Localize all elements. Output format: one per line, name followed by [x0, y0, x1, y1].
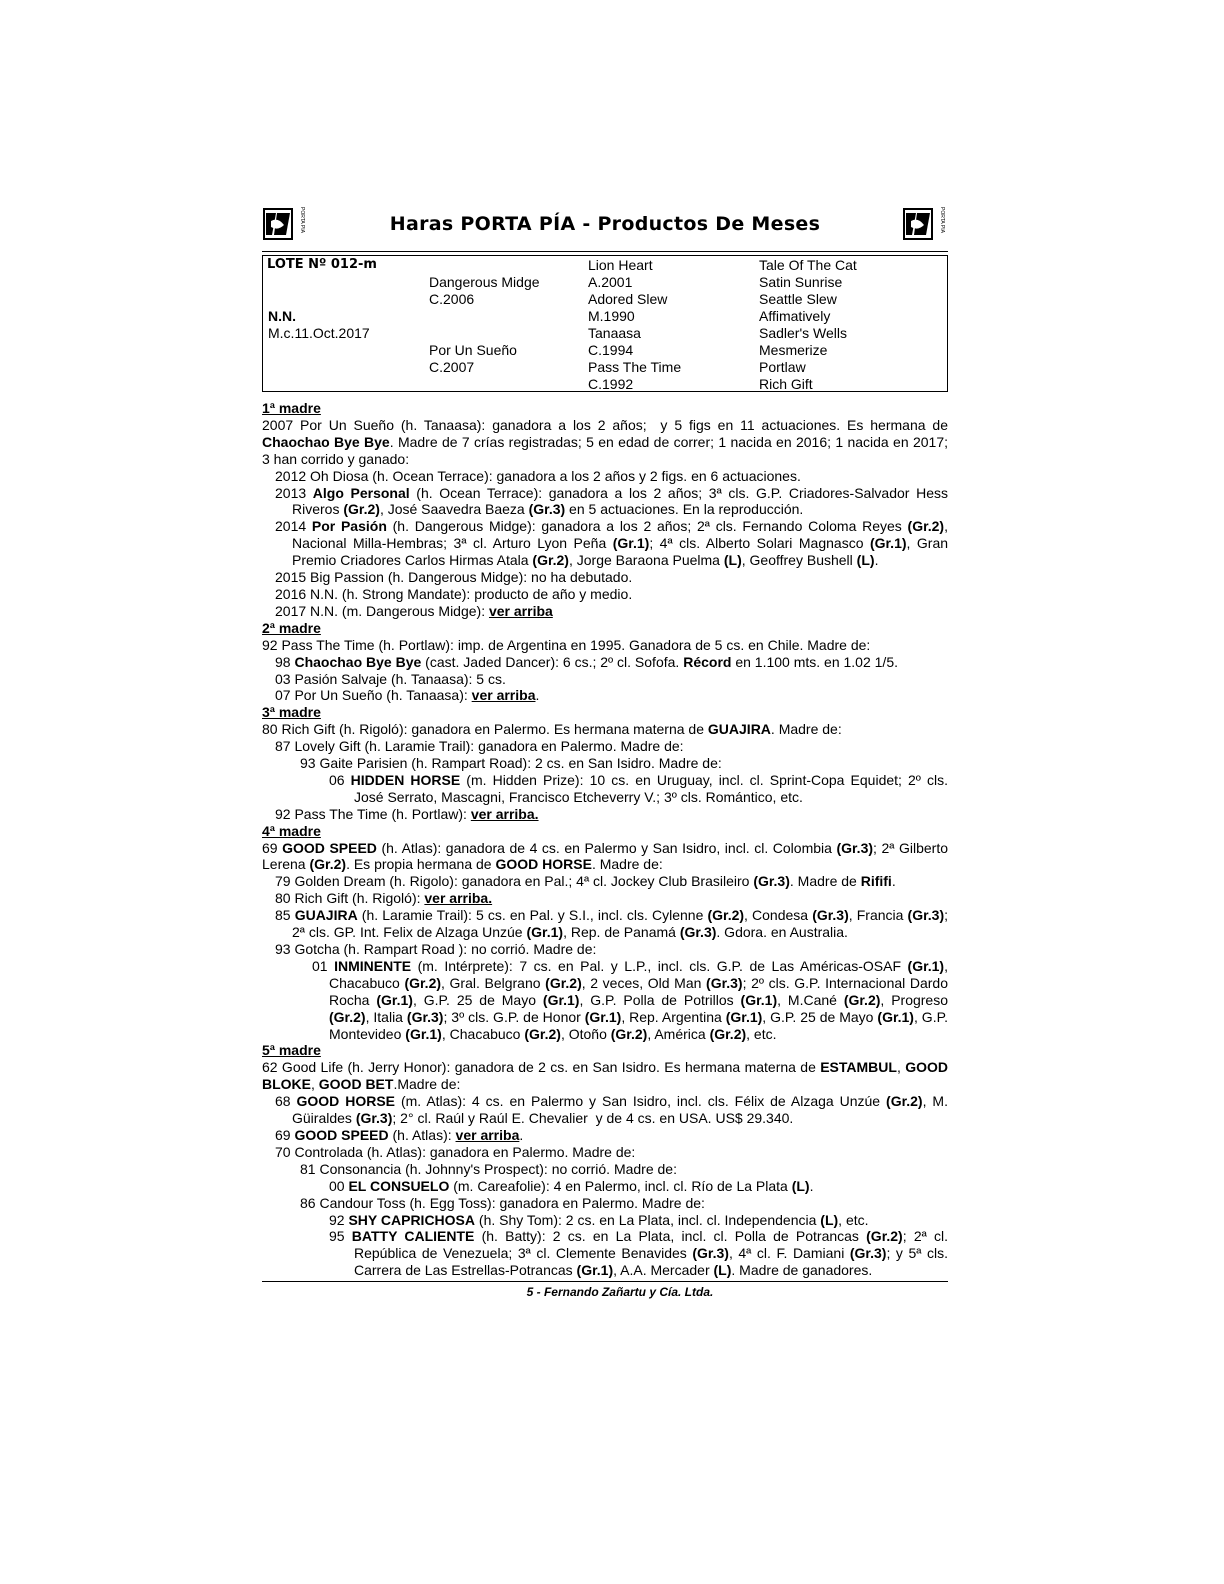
family-text: [262, 400, 948, 1279]
section-heading: 4ª madre: [262, 822, 321, 839]
pedigree-gen3: Satin Sunrise: [759, 274, 843, 290]
produce-line: 00 EL CONSUELO (m. Careafolie): 4 en Palermo, incl. cl. Río de La Plata (L).: [329, 1177, 814, 1194]
pedigree-gen3: Tale Of The Cat: [759, 257, 857, 273]
pedigree-gen3: Seattle Slew: [759, 291, 837, 307]
page-footer: 5 - Fernando Zañartu y Cía. Ltda.: [526, 1285, 714, 1300]
pedigree-gen2: C.1994: [588, 342, 634, 358]
foal-birth: M.c.11.Oct.2017: [268, 325, 370, 341]
section-heading: 1ª madre: [262, 400, 321, 416]
produce-line: 85 GUAJIRA (h. Laramie Trail): 5 cs. en Pal. y S.I., incl. cls. Cylenne (Gr.2), Condesa (Gr.3), Francia (Gr.3); 2ª cls. GP. Int. Felix de Alzaga Unzúe (Gr.1), Rep. de Panamá (Gr.3). Gdora. en Australia.: [275, 907, 949, 941]
haras-logo-icon: [902, 205, 945, 243]
produce-line: 92 Pass The Time (h. Portlaw): ver arriba.: [275, 805, 539, 822]
produce-line: 68 GOOD HORSE (m. Atlas): 4 cs. en Palermo y San Isidro, incl. cls. Félix de Alzaga Unzúe (Gr.2), M. Güiraldes (Gr.3); 2° cl. Raúl y Raúl E. Chevalier y de 4 cs. en USA. US$ 29.340.: [275, 1093, 948, 1127]
produce-line: 2012 Oh Diosa (h. Ocean Terrace): ganadora a los 2 años y 2 figs. en 6 actuaciones.: [275, 467, 801, 484]
lot-number: LOTE Nº 012-m: [267, 257, 377, 272]
dam-paragraph: 2007 Por Un Sueño (h. Tanaasa): ganadora a los 2 años; y 5 figs en 11 actuaciones. Es hermana de Chaochao Bye Bye. Madre de 7 crías registradas; 5 en edad de correr; 1 nacida en 2016; 1 nacida en 2017; 3 han corrido y ganado:: [262, 416, 948, 467]
pedigree-gen3: Portlaw: [759, 359, 806, 375]
produce-line: 95 BATTY CALIENTE (h. Batty): 2 cs. en La Plata, incl. cl. Polla de Potrancas (Gr.2); 2ª cl. República de Venezuela; 3ª cl. Clemente Benavides (Gr.3), 4ª cl. F. Damiani (Gr.3); y 5ª cls. Carrera de Las Estrellas-Potrancas (Gr.1), A.A. Mercader (L). Madre de ganadores.: [329, 1228, 949, 1279]
catalog-page: [262, 203, 948, 1299]
pedigree-gen3: Sadler's Wells: [759, 325, 847, 341]
dam-year: C.2007: [429, 359, 475, 375]
dam: Por Un Sueño: [429, 342, 517, 358]
pedigree-gen2: M.1990: [588, 308, 635, 324]
pedigree-gen3: Mesmerize: [759, 342, 828, 358]
pedigree-gen2: Tanaasa: [588, 325, 641, 341]
dam-paragraph: 62 Good Life (h. Jerry Honor): ganadora de 2 cs. en San Isidro. Es hermana materna de ESTAMBUL, GOOD BLOKE, GOOD BET.Madre de:: [262, 1059, 948, 1093]
produce-line: 86 Candour Toss (h. Egg Toss): ganadora en Palermo. Madre de:: [300, 1194, 705, 1211]
produce-line: 79 Golden Dream (h. Rigolo): ganadora en Pal.; 4ª cl. Jockey Club Brasileiro (Gr.3). Madre de Rififi.: [275, 873, 896, 890]
produce-line: 2014 Por Pasión (h. Dangerous Midge): ganadora a los 2 años; 2ª cls. Fernando Coloma Reyes (Gr.2), Nacional Milla-Hembras; 3ª cl. Arturo Lyon Peña (Gr.1); 4ª cls. Alberto Solari Magnasco (Gr.1), Gran Premio Criadores Carlos Hirmas Atala (Gr.2), Jorge Baraona Puelma (L), Geoffrey Bushell (L).: [275, 518, 949, 569]
pedigree-gen3: Rich Gift: [759, 376, 813, 392]
produce-line: 81 Consonancia (h. Johnny's Prospect): no corrió. Madre de:: [300, 1160, 677, 1177]
foal-name: N.N.: [268, 308, 296, 324]
footer-rule: [262, 1281, 948, 1282]
produce-line: 01 INMINENTE (m. Intérprete): 7 cs. en Pal. y L.P., incl. cls. G.P. de Las Américas-OSAF (Gr.1), Chacabuco (Gr.2), Gral. Belgrano (Gr.2), 2 veces, Old Man (Gr.3); 2º cls. G.P. Internacional Dardo Rocha (Gr.1), G.P. 25 de Mayo (Gr.1), G.P. Polla de Potrillos (Gr.1), M.Cané (Gr.2), Progreso (Gr.2), Italia (Gr.3); 3º cls. G.P. de Honor (Gr.1), Rep. Argentina (Gr.1), G.P. 25 de Mayo (Gr.1), G.P. Montevideo (Gr.1), Chacabuco (Gr.2), Otoño (Gr.2), América (Gr.2), etc.: [312, 957, 949, 1042]
produce-line: 06 HIDDEN HORSE (m. Hidden Prize): 10 cs. en Uruguay, incl. cl. Sprint-Copa Equidet; 2º cls. José Serrato, Mascagni, Francisco Etcheverry V.; 3º cls. Romántico, etc.: [329, 771, 948, 805]
page-title: Haras PORTA PÍA - Productos De Meses: [389, 213, 821, 235]
produce-line: 07 Por Un Sueño (h. Tanaasa): ver arriba.: [275, 687, 540, 704]
logo-side-text: PORTA PIA: [939, 207, 945, 233]
produce-line: 03 Pasión Salvaje (h. Tanaasa): 5 cs.: [275, 670, 506, 687]
pedigree-gen2: C.1992: [588, 376, 634, 392]
sire-year: C.2006: [429, 291, 475, 307]
produce-line: 92 SHY CAPRICHOSA (h. Shy Tom): 2 cs. en La Plata, incl. cl. Independencia (L), etc.: [329, 1211, 869, 1228]
dam-paragraph: 92 Pass The Time (h. Portlaw): imp. de Argentina en 1995. Ganadora de 5 cs. en Chile. Madre de:: [262, 636, 871, 653]
logo-side-text: PORTA PIA: [299, 207, 305, 233]
page-header: [262, 203, 948, 252]
section-heading: 3ª madre: [262, 704, 321, 721]
pedigree-gen2: Lion Heart: [588, 257, 653, 273]
produce-line: 2016 N.N. (h. Strong Mandate): producto de año y medio.: [275, 585, 633, 602]
produce-line: 2017 N.N. (m. Dangerous Midge): ver arriba: [275, 602, 553, 619]
produce-line: 70 Controlada (h. Atlas): ganadora en Palermo. Madre de:: [275, 1143, 636, 1160]
pedigree-gen3: Affimatively: [759, 308, 831, 324]
pedigree-gen2: Pass The Time: [588, 359, 682, 375]
produce-line: 93 Gotcha (h. Rampart Road ): no corrió. Madre de:: [275, 941, 597, 957]
produce-line: 93 Gaite Parisien (h. Rampart Road): 2 cs. en San Isidro. Madre de:: [300, 755, 722, 772]
produce-line: 80 Rich Gift (h. Rigoló): ver arriba.: [275, 890, 493, 907]
dam-paragraph: 80 Rich Gift (h. Rigoló): ganadora en Palermo. Es hermana materna de GUAJIRA. Madre de:: [262, 721, 842, 738]
produce-line: 69 GOOD SPEED (h. Atlas): ver arriba.: [275, 1126, 524, 1143]
produce-line: 98 Chaochao Bye Bye (cast. Jaded Dancer): 6 cs.; 2º cl. Sofofa. Récord en 1.100 mts. en 1.02 1/5.: [275, 653, 898, 670]
section-heading: 5ª madre: [262, 1042, 321, 1059]
dam-paragraph: 69 GOOD SPEED (h. Atlas): ganadora de 4 cs. en Palermo y San Isidro, incl. cl. Colombia (Gr.3); 2ª Gilberto Lerena (Gr.2). Es propia hermana de GOOD HORSE. Madre de:: [262, 839, 948, 873]
pedigree-table: [262, 255, 948, 392]
produce-line: 2015 Big Passion (h. Dangerous Midge): no ha debutado.: [275, 569, 633, 586]
produce-line: 2013 Algo Personal (h. Ocean Terrace): ganadora a los 2 años; 3ª cls. G.P. Criadores-Salvador Hess Riveros (Gr.2), José Saavedra Baeza (Gr.3) en 5 actuaciones. En la reproducción.: [275, 484, 948, 518]
sire: Dangerous Midge: [429, 274, 540, 290]
pedigree-gen2: A.2001: [588, 274, 633, 290]
section-heading: 2ª madre: [262, 619, 321, 636]
produce-line: 87 Lovely Gift (h. Laramie Trail): ganadora en Palermo. Madre de:: [275, 738, 684, 755]
pedigree-gen2: Adored Slew: [588, 291, 668, 307]
